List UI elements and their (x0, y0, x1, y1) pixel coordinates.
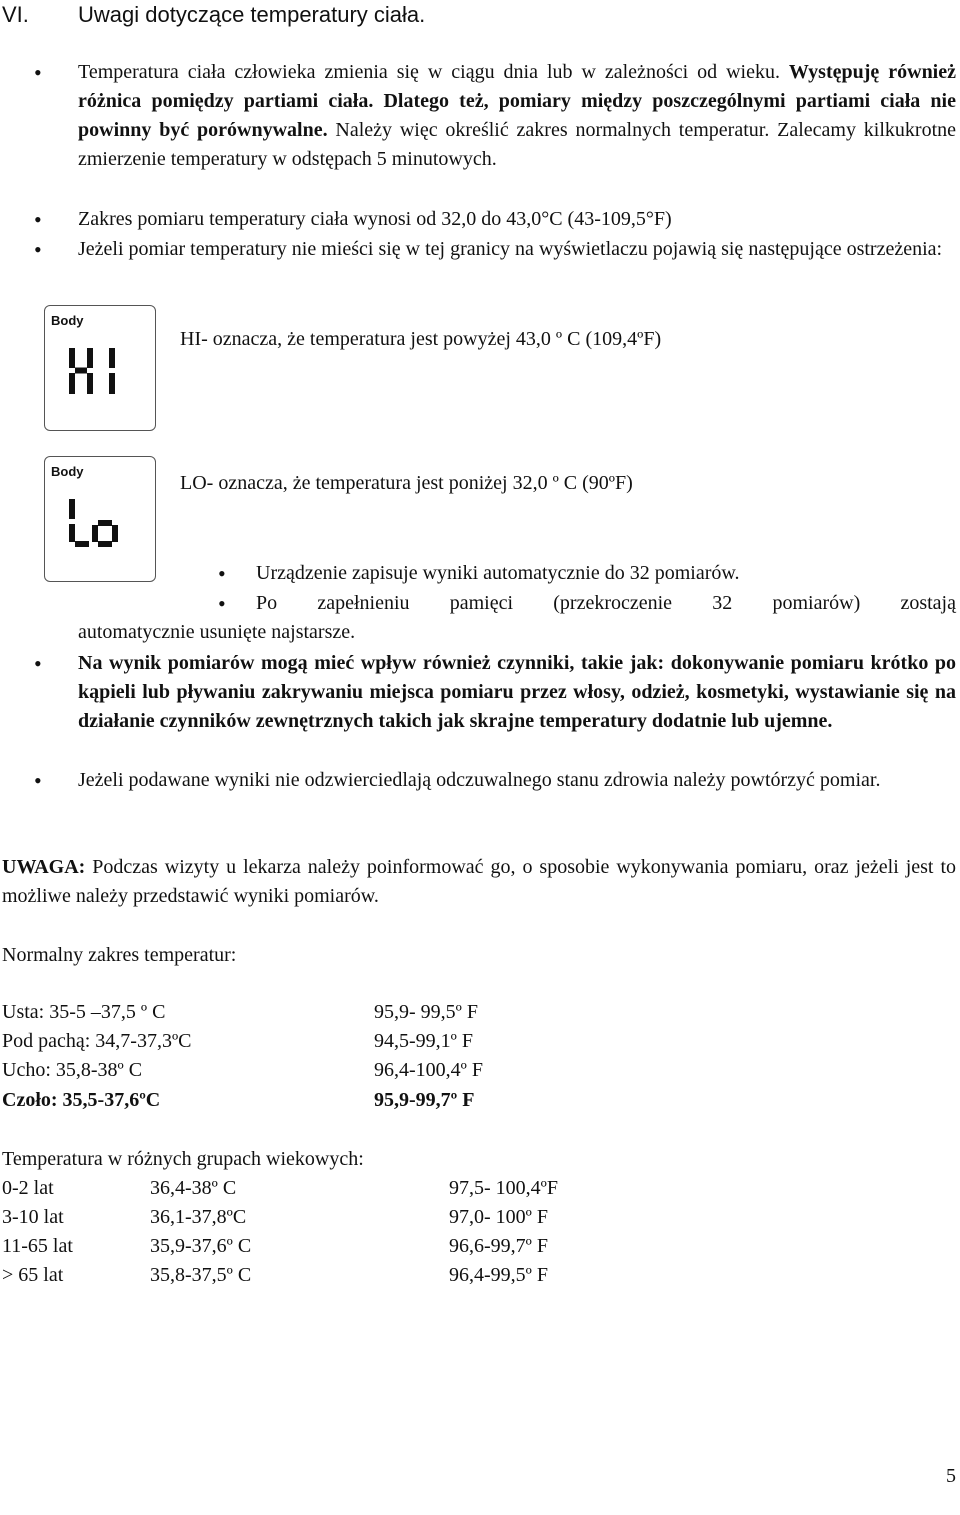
warning-label: UWAGA: (2, 856, 86, 878)
list-item-repeat-measurement (78, 766, 956, 795)
table-cell-site: Czoło: 35,5-37,6ºC (2, 1089, 161, 1111)
lo-description: LO- oznacza, że temperatura jest poniżej 32,0 º C (90ºF) (180, 472, 633, 494)
table-cell-celsius: 35,9-37,6º C (150, 1235, 252, 1257)
table-cell-fahrenheit: 95,9-99,7º F (374, 1089, 475, 1111)
table-cell-fahrenheit: 96,6-99,7º F (449, 1235, 548, 1257)
bullet-text: Temperatura ciała człowieka zmienia się w ciągu dnia lub w zależności od wieku. (78, 61, 789, 83)
table-cell-fahrenheit: 96,4-99,5º F (449, 1264, 548, 1286)
bullet-text: Jeżeli pomiar temperatury nie mieści się w tej granicy na wyświetlaczu pojawią się następujące ostrzeżenia: (78, 238, 943, 260)
table-cell-site: Ucho: 35,8-38º C (2, 1059, 143, 1081)
table-cell-age: 11-65 lat (2, 1235, 73, 1257)
bullet-bold-text: Na wynik pomiarów mogą mieć wpływ również czynniki, takie jak: dokonywanie pomiaru krótko po kąpieli lub pływaniu zakrywaniu miejsca pomiaru przez włosy, odzież, kosmetyki, wystawianie się na działanie czynników zewnętrznych takich jak skrajne temperatury dodatnie lub ujemne. (78, 652, 956, 732)
table-cell-fahrenheit: 94,5-99,1º F (374, 1030, 473, 1052)
list-item-influencing-factors (78, 649, 956, 736)
bullet-text: Po zapełnieniu pamięci (przekroczenie 32 pomiarów) zostają (256, 592, 956, 614)
memory-overflow-continuation: automatycznie usunięte najstarsze. (78, 621, 356, 643)
table-cell-site: Usta: 35-5 –37,5 º C (2, 1001, 166, 1023)
bullet-text: Urządzenie zapisuje wyniki automatycznie do 32 pomiarów. (256, 562, 740, 584)
list-item-temperature-variation (78, 58, 956, 174)
lcd-label: Body (51, 313, 84, 328)
lcd-display-lo (44, 456, 156, 582)
bullet-bold-text: Występuję również różnica pomiędzy partiami ciała. Dlatego też, pomiary między poszczególnymi partiami ciała nie powinny być porównywalne. (78, 61, 956, 141)
warning-text: Podczas wizyty u lekarza należy poinformować go, o sposobie wykonywania pomiaru, oraz jeżeli jest to możliwe należy przedstawić wyniki pomiarów. (2, 856, 956, 907)
lcd-lo-glyphs (65, 493, 135, 553)
age-groups-title: Temperatura w różnych grupach wiekowych: (2, 1148, 364, 1170)
warning-paragraph (2, 853, 956, 911)
table-cell-celsius: 36,4-38º C (150, 1177, 237, 1199)
section-heading (2, 0, 425, 30)
table-cell-fahrenheit: 96,4-100,4º F (374, 1059, 483, 1081)
normal-range-title: Normalny zakres temperatur: (2, 944, 237, 966)
table-cell-fahrenheit: 97,0- 100º F (449, 1206, 548, 1228)
table-cell-fahrenheit: 97,5- 100,4ºF (449, 1177, 558, 1199)
table-cell-age: 3-10 lat (2, 1206, 64, 1228)
list-item-measurement-range (78, 205, 956, 234)
hi-description: HI- oznacza, że temperatura jest powyżej 43,0 º C (109,4ºF) (180, 328, 662, 350)
table-cell-celsius: 35,8-37,5º C (150, 1264, 252, 1286)
section-title: Uwagi dotyczące temperatury ciała. (78, 2, 426, 27)
bullet-text: Zakres pomiaru temperatury ciała wynosi od 32,0 do 43,0°C (43-109,5°F) (78, 208, 672, 230)
table-cell-site: Pod pachą: 34,7-37,3ºC (2, 1030, 192, 1052)
table-cell-celsius: 36,1-37,8ºC (150, 1206, 247, 1228)
lcd-label: Body (51, 464, 84, 479)
list-item-memory-capacity (256, 559, 956, 588)
table-cell-fahrenheit: 95,9- 99,5º F (374, 1001, 478, 1023)
bullet-text: Jeżeli podawane wyniki nie odzwierciedlają odczuwalnego stanu zdrowia należy powtórzyć pomiar. (78, 769, 881, 791)
list-item-out-of-range-warning (78, 235, 956, 264)
lcd-display-hi (44, 305, 156, 431)
section-number: VI. (2, 2, 29, 27)
bullet-text: Należy więc określić zakres normalnych temperatur. Zalecamy kilkukrotne zmierzenie temperatury w odstępach 5 minutowych. (78, 119, 956, 170)
table-cell-age: 0-2 lat (2, 1177, 54, 1199)
list-item-memory-overflow (256, 589, 956, 618)
table-cell-age: > 65 lat (2, 1264, 64, 1286)
lcd-hi-glyphs (65, 342, 125, 402)
page-number: 5 (946, 1465, 956, 1487)
